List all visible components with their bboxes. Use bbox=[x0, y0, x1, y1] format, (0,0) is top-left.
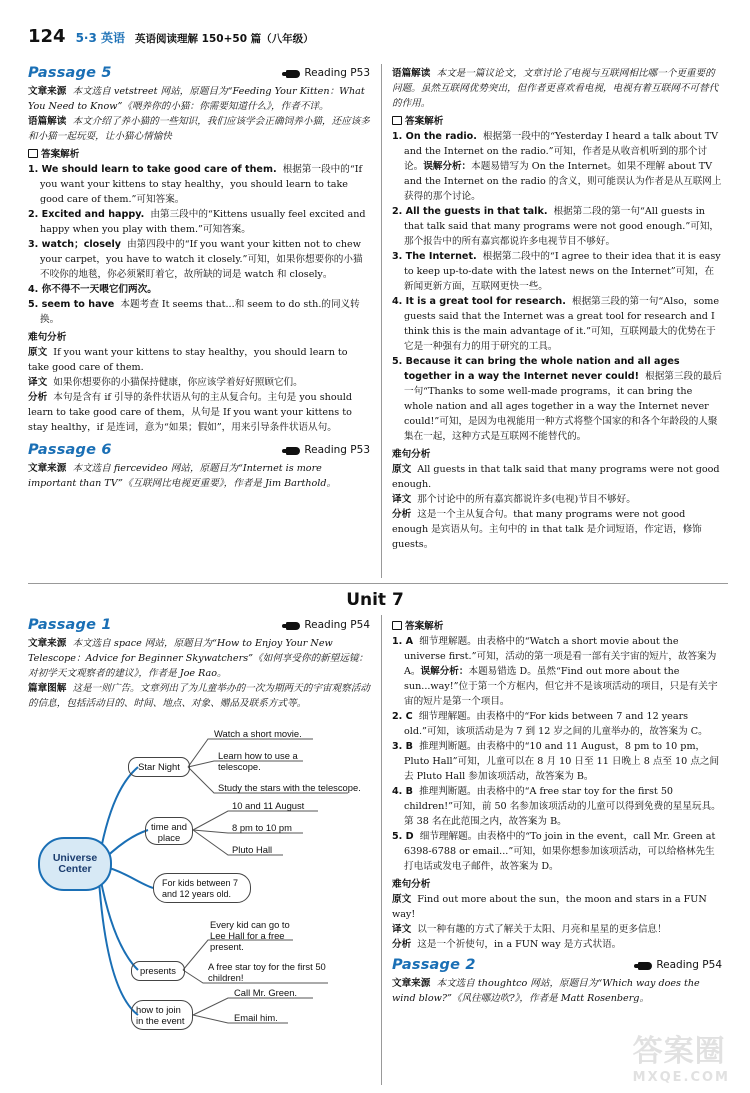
mind-map-leaf: Email him. bbox=[234, 1012, 278, 1023]
mind-map-branch: how to join in the event bbox=[131, 1000, 193, 1030]
answer-item: 3. B 推理判断题。由表格中的“10 and 11 August，8 pm to 10 pm，Pluto Hall”可知，儿童可以在 8 月 10 日至 11 日晚上 8 点至 10 点之间去 Pluto Hall 参加该项活动，故答案为 B。 bbox=[392, 741, 720, 782]
mind-map-leaf: Every kid can go to Lee Hall for a free present. bbox=[210, 919, 290, 952]
unit-title: Unit 7 bbox=[346, 590, 404, 610]
passage-title: Passage 6 bbox=[28, 442, 112, 458]
lock-icon bbox=[28, 149, 38, 158]
source-para: 文章来源 本文选自 vetstreet 网站，原题目为“Feeding Your Kitten：What You Need to Know”《喂养你的小猫：你需要知道什么》，作者不详。 bbox=[28, 86, 365, 112]
passage-title: Passage 1 bbox=[28, 617, 112, 633]
original-sentence: 原文 Find out more about the sun，the moon and stars in a FUN way! bbox=[392, 894, 707, 920]
mind-map-leaf: Watch a short movie. bbox=[214, 728, 302, 739]
mind-map-center: Universe Center bbox=[38, 837, 112, 891]
watermark-logo: 答案圈 MXQE.COM bbox=[632, 1034, 730, 1085]
mind-map-leaf: 10 and 11 August bbox=[232, 800, 305, 811]
answer-item: 4. 你不得不一天喂它们两次。 bbox=[28, 284, 157, 295]
answer-item: 2. C 细节理解题。由表格中的“For kids between 7 and 12 years old.”可知，该项活动是为 7 到 12 岁之间的儿童举办的，故答案为 C。 bbox=[392, 711, 708, 737]
mind-map-leaf: Call Mr. Green. bbox=[234, 987, 298, 998]
book-title: 英语阅读理解 150+50 篇（八年级） bbox=[135, 33, 314, 45]
answer-item: 3. watch；closely 由第四段中的“If you want your kitten not to chew your carpet，you have to watch it closely.”可知，如果你想要你的小猫不咬你的地毯，你必须紧盯着它，故所缺的词是 watch 和 closely。 bbox=[28, 239, 363, 280]
pointing-hand-icon bbox=[638, 962, 652, 970]
unit7-passage-2-heading bbox=[392, 958, 722, 973]
source-para: 文章来源 本文选自 space 网站，原题目为“How to Enjoy Your New Telescope：Advice for Beginner Skywatchers”《如何享受你的新望远镜：对初学天文观察者的建议》，作者是 Joe Rao。 bbox=[28, 638, 369, 679]
reading-ref: Reading P53 bbox=[286, 66, 370, 81]
answer-item: 5. D 细节理解题。由表格中的“To join in the event，call Mr. Green at 6398-6788 or email...”可知，如果你想参加该项活动，可以给格林先生打电话或发电子邮件，故答案为 D。 bbox=[392, 831, 716, 872]
answer-item: 1. A 细节理解题。由表格中的“Watch a short movie about the universe first.”可知，活动的第一项是看一部有关宇宙的短片，故答案为 A。误解分析：本题易错选 D。虽然“Find out more about the sun...way!”位于第一个方框内，但它并不是该项活动的项目，只是有关宇宙的短片是第一个项目。 bbox=[392, 636, 718, 707]
mind-map-branch: time and place bbox=[145, 817, 193, 845]
answers-heading: 答案解析 bbox=[392, 619, 722, 634]
answer-item: 1. On the radio. 根据第一段中的“Yesterday I heard a talk about TV and the Internet on the radio.”可知，作者是从收音机听到的那个讨论。误解分析：本题易错写为 On the Internet。如果不理解 about TV and the Internet on the radio 的含义，则可能误认为作者是从互联网上获得的那个讨论。 bbox=[392, 131, 722, 202]
answer-item: 3. The Internet. 根据第二段中的“I agree to their idea that it is easy to keep up-to-date with the latest news on the Internet”可知，在新闻更新方面，互联网更快一些。 bbox=[392, 251, 721, 292]
answer-item: 4. B 推理判断题。由表格中的“A free star toy for the first 50 children!”可知，前 50 名参加该项活动的儿童可以得到免费的星星玩具。第 38 名在此范围之内，故答案为 B。 bbox=[392, 786, 721, 827]
answers-heading: 答案解析 bbox=[28, 147, 370, 162]
hard-sentence-heading: 难句分析 bbox=[392, 449, 431, 460]
answer-item: 5. seem to have 本题考查 It seems that...和 seem to do sth.的同义转换。 bbox=[28, 299, 360, 325]
mind-map-leaf: 8 pm to 10 pm bbox=[232, 822, 292, 833]
summary-para: 语篇解读 本文介绍了养小猫的一些知识，我们应该学会正确饲养小猫，还应该多和小猫一起玩耍，让小猫心情愉快 bbox=[28, 116, 370, 142]
page-number: 124 bbox=[28, 26, 66, 47]
translation: 译文 那个讨论中的所有嘉宾都说许多(电视)节目不够好。 bbox=[392, 494, 636, 505]
pointing-hand-icon bbox=[286, 70, 300, 78]
hard-sentence-heading: 难句分析 bbox=[28, 332, 67, 343]
mind-map-leaf: Learn how to use a telescope. bbox=[218, 750, 298, 772]
answer-item: 1. We should learn to take good care of them. 根据第一段中的“If you want your kittens to stay healthy，you should learn to take good care of them.”可知答案。 bbox=[28, 164, 363, 205]
translation: 译文 以一种有趣的方式了解关于太阳、月亮和星星的更多信息！ bbox=[392, 924, 667, 935]
left-column-bottom bbox=[28, 616, 370, 711]
summary-para: 语篇解读 本文是一篇议论文，文章讨论了电视与互联网相比哪一个更重要的问题。虽然互联网优势突出，但作者更喜欢看电视，电视有着互联网不可替代的作用。 bbox=[392, 68, 719, 109]
column-divider bbox=[381, 615, 382, 1085]
passage-6-heading bbox=[28, 443, 370, 458]
right-column-top bbox=[392, 66, 722, 552]
mind-map bbox=[28, 725, 373, 1083]
source-para: 文章来源 本文选自 fiercevideo 网站，原题目为“Internet is more important than TV”《互联网比电视更重要》，作者是 Jim Barthold。 bbox=[28, 463, 337, 489]
passage-title: Passage 2 bbox=[392, 957, 476, 973]
mind-map-lines bbox=[28, 725, 373, 1083]
answer-item: 4. It is a great tool for research. 根据第三段的第一句“Also，some guests said that the Internet was a great tool for research and I think this is the main advantage of it.”可知，互联网最大的优势在于它是一种强有力的用于研究的工具。 bbox=[392, 296, 719, 352]
answers-heading: 答案解析 bbox=[392, 114, 722, 129]
mind-map-leaf: Pluto Hall bbox=[232, 844, 273, 855]
lock-icon bbox=[392, 116, 402, 125]
mind-map-branch: Star Night bbox=[128, 757, 190, 777]
answer-item: 2. All the guests in that talk. 根据第二段的第一句“All guests in that talk said that many programs were not good enough.”可知，那个报告中的所有嘉宾都说许多电视节目不够好。 bbox=[392, 206, 720, 247]
reading-ref: Reading P53 bbox=[286, 443, 370, 458]
column-divider bbox=[381, 64, 382, 578]
answer-item: 2. Excited and happy. 由第三段中的“Kittens usually feel excited and happy when you play with them.”可知答案。 bbox=[28, 209, 366, 235]
passage-title: Passage 5 bbox=[28, 65, 112, 81]
unit7-passage-1-heading bbox=[28, 618, 370, 633]
analysis: 分析 本句是含有 if 引导的条件状语从句的主从复合句。主句是 you should learn to take good care of them，从句是 If you want your kittens to stay healthy，if 是连词，意为“如果；假如”，用来引导条件状语从句。 bbox=[28, 392, 353, 433]
source-para: 文章来源 本文选自 thoughtco 网站，原题目为“Which way does the wind blow?”《风往哪边吹?》，作者是 Matt Rosenberg。 bbox=[392, 978, 700, 1004]
analysis: 分析 这是一个祈使句，in a FUN way 是方式状语。 bbox=[392, 939, 622, 950]
lock-icon bbox=[392, 621, 402, 630]
mind-map-leaf: Study the stars with the telescope. bbox=[218, 782, 361, 793]
mind-map-branch: For kids between 7 and 12 years old. bbox=[153, 873, 251, 903]
right-column-bottom bbox=[392, 616, 722, 1006]
analysis: 分析 这是一个主从复合句。that many programs were not good enough 是宾语从句。主句中的 in that talk 是介词短语，作定语，修饰 guests。 bbox=[392, 509, 702, 550]
page-header bbox=[28, 26, 314, 47]
pointing-hand-icon bbox=[286, 622, 300, 630]
mind-map-branch: presents bbox=[131, 961, 185, 981]
hard-sentence-heading: 难句分析 bbox=[392, 879, 431, 890]
section-divider bbox=[28, 583, 728, 584]
passage-5-heading bbox=[28, 66, 370, 81]
original-sentence: 原文 If you want your kittens to stay healthy，you should learn to take good care of them. bbox=[28, 347, 348, 373]
reading-ref: Reading P54 bbox=[286, 618, 370, 633]
translation: 译文 如果你想要你的小猫保持健康，你应该学着好好照顾它们。 bbox=[28, 377, 303, 388]
pointing-hand-icon bbox=[286, 447, 300, 455]
left-column-top bbox=[28, 64, 370, 491]
summary-para: 篇章图解 这是一则广告。文章列出了为儿童举办的一次为期两天的宇宙观察活动的信息，包括活动目的、时间、地点、对象、赠品及联系方式等。 bbox=[28, 683, 370, 709]
mind-map-leaf: A free star toy for the first 50 children! bbox=[208, 961, 326, 983]
reading-ref: Reading P54 bbox=[638, 958, 722, 973]
answer-item: 5. Because it can bring the whole nation and all ages together in a way the Internet never could! 根据第三段的最后一句“Thanks to some well-made programs，it can bring the whole nation and all ages together in a way the Internet never could!”可知，是因为电视能用一种方式将整个国家的和各个年龄段的人聚集在一起，这种方式是互联网不能替代的。 bbox=[392, 356, 722, 442]
original-sentence: 原文 All guests in that talk said that many programs were not good enough. bbox=[392, 464, 720, 490]
brand-label: 5·3 英语 bbox=[75, 31, 126, 45]
